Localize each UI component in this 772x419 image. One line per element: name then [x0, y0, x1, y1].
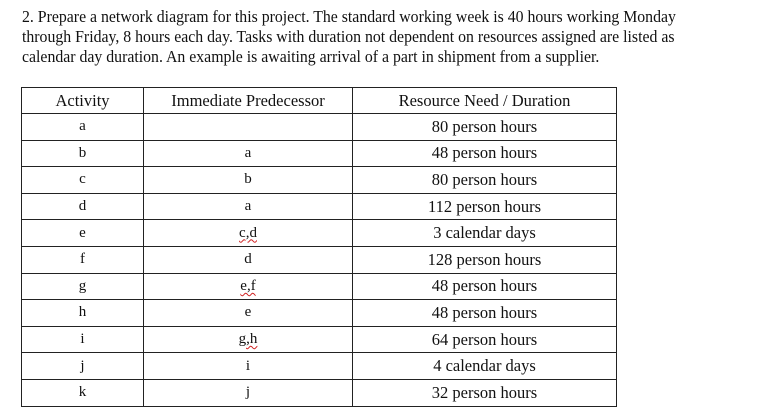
table-header-row: [22, 88, 617, 114]
question-line: 2. Prepare a network diagram for this project. The standard working week is 40 hours working Monday: [22, 7, 676, 26]
activity-cell: [22, 220, 144, 247]
predecessor-cell-text: a: [244, 198, 252, 215]
predecessor-cell-text: j: [245, 384, 251, 401]
activity-cell: [22, 167, 144, 194]
table-row: [22, 140, 617, 167]
table-row: [22, 300, 617, 327]
predecessor-cell: [144, 246, 353, 273]
duration-cell-text: 48 person hours: [431, 276, 538, 296]
duration-cell-text: 112 person hours: [427, 196, 542, 216]
predecessor-cell-text: c,d: [239, 224, 257, 241]
duration-cell-text: 4 calendar days: [433, 356, 536, 376]
predecessor-cell: [144, 140, 353, 167]
duration-cell-text: 80 person hours: [431, 116, 538, 136]
activity-cell: [22, 246, 144, 273]
activity-cell-text: k: [78, 384, 87, 401]
predecessor-cell: [144, 379, 353, 406]
activity-cell-text: c: [79, 171, 86, 188]
predecessor-cell-text: d: [244, 251, 252, 268]
activity-cell: [22, 140, 144, 167]
duration-cell-text: 48 person hours: [431, 143, 538, 163]
duration-cell: [353, 220, 617, 247]
activity-cell: [22, 300, 144, 327]
predecessor-cell: [144, 193, 353, 220]
table-row: [22, 167, 617, 194]
activity-cell: [22, 114, 144, 141]
table-row: [22, 193, 617, 220]
duration-cell: [353, 273, 617, 300]
predecessor-cell-text: a: [244, 144, 252, 161]
duration-cell-text: 48 person hours: [431, 302, 538, 322]
header-duration: Resource Need / Duration: [353, 88, 617, 114]
duration-cell: [353, 167, 617, 194]
predecessor-cell: [144, 167, 353, 194]
duration-cell-text: 3 calendar days: [433, 223, 536, 243]
predecessor-cell: [144, 326, 353, 353]
table-row: [22, 273, 617, 300]
predecessor-cell: [144, 220, 353, 247]
activity-table: [21, 87, 617, 407]
predecessor-cell-text: e,f: [240, 277, 256, 294]
predecessor-cell-text: b: [244, 171, 252, 188]
activity-cell-text: f: [80, 251, 85, 268]
duration-cell: [353, 140, 617, 167]
predecessor-cell-text: e: [244, 304, 252, 321]
duration-cell: [353, 300, 617, 327]
duration-cell: [353, 353, 617, 380]
table-row: [22, 220, 617, 247]
duration-cell-text: 32 person hours: [431, 382, 538, 402]
duration-cell-text: 80 person hours: [431, 169, 538, 189]
predecessor-cell: [144, 353, 353, 380]
activity-cell-text: e: [79, 224, 86, 241]
activity-cell-text: j: [80, 357, 85, 374]
activity-cell-text: i: [80, 331, 85, 348]
activity-cell: [22, 353, 144, 380]
activity-cell-text: h: [78, 304, 87, 321]
activity-cell: [22, 326, 144, 353]
activity-cell: [22, 193, 144, 220]
table-row: [22, 326, 617, 353]
activity-cell: [22, 273, 144, 300]
duration-cell: [353, 326, 617, 353]
activity-cell-text: b: [78, 144, 87, 161]
predecessor-cell: [144, 114, 353, 141]
question-line: calendar day duration. An example is awaiting arrival of a part in shipment from a supplier.: [22, 47, 600, 66]
question-text: [22, 7, 725, 67]
duration-cell-text: 128 person hours: [427, 249, 542, 269]
duration-cell: [353, 114, 617, 141]
predecessor-cell: [144, 273, 353, 300]
header-predecessor: Immediate Predecessor: [144, 88, 353, 114]
table-row: [22, 246, 617, 273]
activity-cell-text: a: [79, 118, 86, 135]
duration-cell: [353, 246, 617, 273]
duration-cell: [353, 379, 617, 406]
table-row: [22, 379, 617, 406]
activity-cell: [22, 379, 144, 406]
duration-cell: [353, 193, 617, 220]
header-activity: Activity: [22, 88, 144, 114]
duration-cell-text: 64 person hours: [431, 329, 538, 349]
activity-cell-text: d: [78, 198, 87, 215]
question-line: through Friday, 8 hours each day. Tasks with duration not dependent on resources assigned are listed as: [22, 27, 675, 46]
table-row: [22, 114, 617, 141]
table-row: [22, 353, 617, 380]
predecessor-cell-text: i: [245, 357, 251, 374]
activity-cell-text: g: [78, 277, 87, 294]
predecessor-cell-text: g,h: [238, 331, 258, 348]
predecessor-cell: [144, 300, 353, 327]
